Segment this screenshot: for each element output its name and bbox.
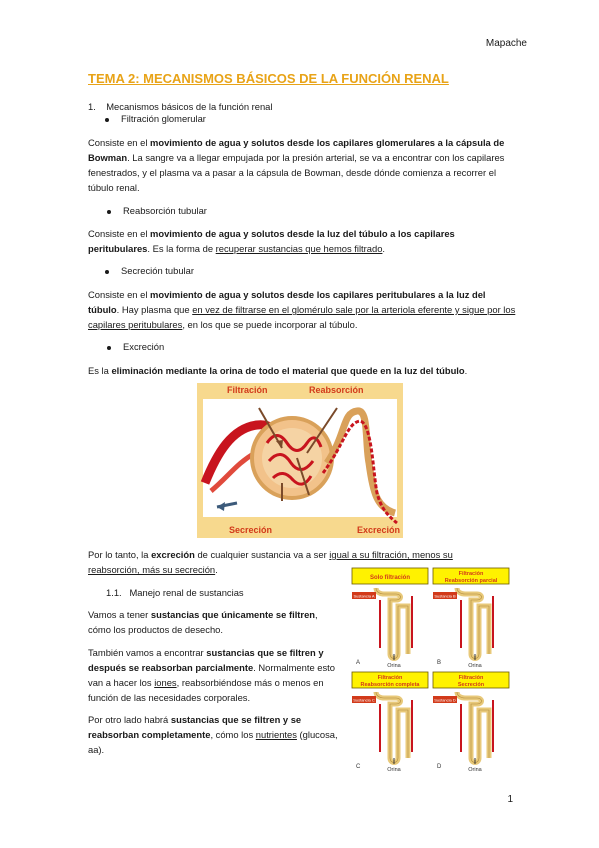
paragraph-secrecion bbox=[88, 287, 518, 332]
urine-label: Orina bbox=[468, 767, 482, 772]
text-bold: sustancias que únicamente se filtren bbox=[150, 609, 316, 620]
bullet-filtracion bbox=[121, 113, 206, 124]
section-label: Mecanismos básicos de la función renal bbox=[106, 101, 273, 112]
process-label-line: Filtración bbox=[377, 675, 403, 681]
paragraph-tambien bbox=[88, 645, 338, 705]
text-run: Es la bbox=[88, 365, 112, 376]
capillary bbox=[437, 698, 493, 752]
process-label-line: Filtración bbox=[458, 675, 484, 681]
paragraph-vamos bbox=[88, 607, 338, 637]
bullet-excrecion bbox=[123, 341, 164, 352]
header-author: Mapache bbox=[485, 38, 527, 49]
bullet-reabsorcion bbox=[123, 205, 207, 216]
bullet-dot bbox=[107, 346, 111, 350]
text-underline: recuperar sustancias que hemos filtrado bbox=[215, 243, 383, 254]
text-run: Consiste en el bbox=[88, 289, 151, 300]
capillary bbox=[437, 594, 493, 648]
figure-label-secrecion: Secreción bbox=[229, 525, 273, 535]
substance-label: Sustancia D bbox=[434, 697, 456, 703]
figure-label-reabsorcion: Reabsorción bbox=[309, 385, 364, 395]
text-run: (glucosa, aa). bbox=[88, 729, 338, 755]
figure-label-filtracion: Filtración bbox=[227, 385, 268, 395]
nephron-process-figure bbox=[197, 383, 403, 538]
renal-handling-panels bbox=[352, 568, 509, 772]
substance-label: Sustancia A bbox=[353, 593, 375, 599]
panel-d bbox=[433, 672, 509, 772]
paragraph-filtracion bbox=[88, 135, 518, 195]
text-run: Consiste en el bbox=[88, 228, 151, 239]
text-bold: sustancias que se filtren y después se reabsorban parcialmente bbox=[88, 647, 324, 673]
text-underline: igual a su filtración, menos su reabsorción, más su secreción bbox=[88, 549, 453, 575]
renal-handling-figure bbox=[350, 566, 512, 772]
text-run: . La sangre va a llegar empujada por la presión arterial, se va a encontrar con los capilares fenestrados, y el plasma va a pasar a la cápsula de Bowman, desde dónde comienza a recorrer el túbulo renal. bbox=[88, 152, 505, 193]
text-underline: en vez de filtrarse en el glomérulo sale por la arteriola eferente y sigue por los capilares peritubulares bbox=[88, 304, 516, 330]
text-run: . bbox=[464, 365, 468, 376]
subsection-heading bbox=[106, 585, 244, 600]
bullet-label: Filtración glomerular bbox=[121, 113, 206, 124]
urine-label: Orina bbox=[387, 663, 401, 669]
process-label: Solo filtración bbox=[369, 575, 411, 581]
panel-letter: B bbox=[437, 660, 442, 666]
text-run: , en los que se puede incorporar al túbulo. bbox=[182, 319, 358, 330]
process-label-line: Secreción bbox=[457, 682, 485, 688]
paragraph-excrecion bbox=[88, 363, 518, 378]
bullet-label: Reabsorción tubular bbox=[123, 205, 207, 216]
text-run: . Es la forma de bbox=[147, 243, 216, 254]
substance-label: Sustancia B bbox=[434, 593, 456, 599]
text-bold: eliminación mediante la orina de todo el material que quede en la luz del túbulo bbox=[111, 365, 465, 376]
text-run: Consiste en el bbox=[88, 137, 151, 148]
substance-label: Sustancia C bbox=[353, 697, 375, 703]
text-run: , cómo los productos de desecho. bbox=[88, 609, 318, 635]
text-bold: movimiento de agua y solutos desde los capilares glomerulares a la cápsula de Bowman bbox=[88, 137, 505, 163]
bullet-dot bbox=[107, 210, 111, 214]
text-run: También vamos a encontrar bbox=[88, 647, 207, 658]
process-label-line: Reabsorción completa bbox=[360, 682, 420, 688]
panel-letter: A bbox=[356, 660, 361, 666]
text-run: , reabsorbiéndose más o menos en función de las necesidades corporales. bbox=[88, 677, 324, 703]
text-bold: movimiento de agua y solutos desde la luz del túbulo a los capilares peritubulares bbox=[88, 228, 455, 254]
text-run: . Hay plasma que bbox=[116, 304, 193, 315]
text-run: . Normalmente esto van a hacer los bbox=[88, 662, 335, 688]
text-run: . bbox=[215, 564, 218, 575]
panel-a bbox=[352, 568, 428, 669]
page-title: TEMA 2: MECANISMOS BÁSICOS DE LA FUNCIÓN RENAL bbox=[88, 71, 449, 86]
paragraph-otro bbox=[88, 712, 338, 757]
panel-letter: D bbox=[437, 764, 442, 770]
subsection-number: 1.1. bbox=[106, 587, 122, 598]
process-label-line: Filtración bbox=[458, 571, 484, 577]
bullet-dot bbox=[105, 270, 109, 274]
text-run: de cualquier sustancia va a ser bbox=[194, 549, 330, 560]
text-underline: iones bbox=[154, 677, 177, 688]
text-run: , cómo los bbox=[210, 729, 256, 740]
urine-label: Orina bbox=[387, 767, 401, 772]
text-run: Vamos a tener bbox=[88, 609, 151, 620]
capillary bbox=[356, 594, 412, 648]
bullet-label: Secreción tubular bbox=[121, 265, 194, 276]
section-heading bbox=[88, 99, 272, 114]
text-bold: movimiento de agua y solutos desde los capilares peritubulares a la luz del túbulo bbox=[88, 289, 486, 315]
text-underline: nutrientes bbox=[255, 729, 297, 740]
panel-c bbox=[352, 672, 428, 772]
text-run: . bbox=[382, 243, 386, 254]
text-run: Por lo tanto, la bbox=[88, 549, 152, 560]
bullet-dot bbox=[105, 118, 109, 122]
figure-label-excrecion: Excreción bbox=[357, 525, 401, 535]
process-label-line: Reabsorción parcial bbox=[444, 578, 498, 584]
section-number: 1. bbox=[88, 101, 96, 112]
text-bold: excreción bbox=[151, 549, 195, 560]
text-run: Por otro lado habrá bbox=[88, 714, 171, 725]
text-bold: sustancias que se filtren y se reabsorban completamente bbox=[88, 714, 302, 740]
page-number: 1 bbox=[507, 794, 513, 805]
capillary bbox=[356, 698, 412, 752]
bullet-secrecion bbox=[121, 265, 194, 276]
subsection-label: Manejo renal de sustancias bbox=[129, 587, 244, 598]
urine-label: Orina bbox=[468, 663, 482, 669]
panel-letter: C bbox=[356, 764, 361, 770]
panel-b bbox=[433, 568, 509, 669]
paragraph-reabsorcion bbox=[88, 226, 518, 256]
bullet-label: Excreción bbox=[123, 341, 165, 352]
